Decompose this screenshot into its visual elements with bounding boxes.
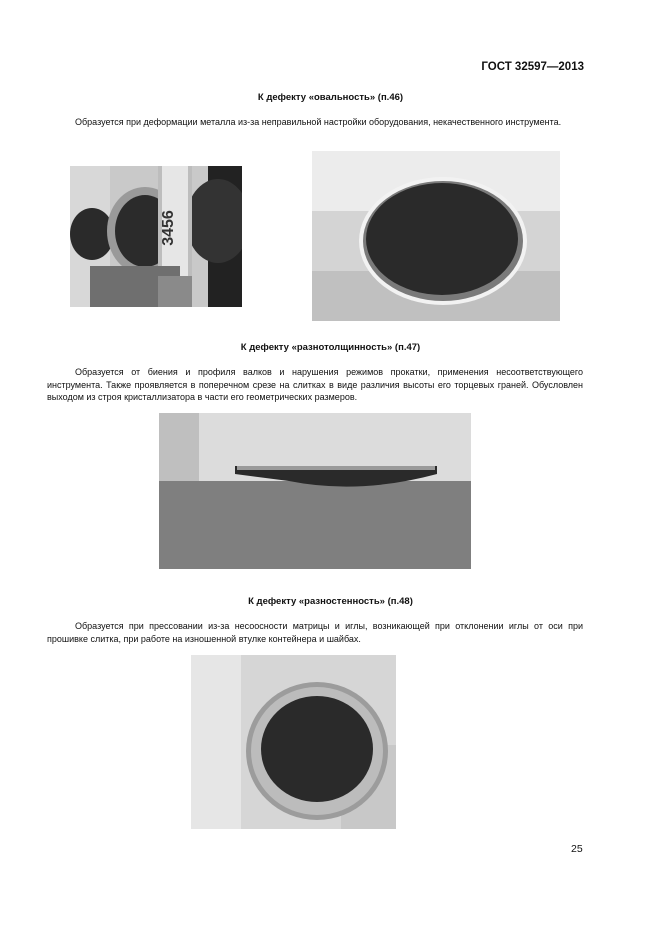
photo-wall-variation <box>191 655 396 829</box>
section-text-ovality <box>47 116 583 129</box>
section-text-thickness-variation <box>47 366 583 404</box>
section-text-ovality-content: Образуется при деформации металла из-за неправильной настройки оборудования, некачественного инструмента. <box>75 117 562 127</box>
section-text-wall-variation-content: Образуется при прессовании из-за несоосности матрицы и иглы, возникающей при отклонении иглы от оси при прошивке слитка, при работе на изношенной втулке контейнера и шайбах. <box>47 621 583 644</box>
tube-marking-label: 3456 <box>160 210 177 246</box>
section-title-wall-variation: К дефекту «разностенность» (п.48) <box>248 596 413 607</box>
section-title-thickness-variation: К дефекту «разнотолщинность» (п.47) <box>240 342 421 353</box>
section-title-ovality: К дефекту «овальность» (п.46) <box>257 92 404 103</box>
page-number: 25 <box>571 843 583 855</box>
section-text-wall-variation <box>47 620 583 645</box>
standard-code: ГОСТ 32597—2013 <box>481 61 584 73</box>
photo-thickness-variation <box>159 413 471 569</box>
section-text-thickness-variation-content: Образуется от биения и профиля валков и нарушения режимов прокатки, применения несоответствующего инструмента. Также проявляется в поперечном срезе на слитках в виде различия высоты его торцевых граней. Обусловлен выходом из строя кристаллизатора в части его геометрических размеров. <box>47 367 583 402</box>
photo-ovality-tubes <box>70 166 242 307</box>
photo-ovality-oval-section <box>312 151 560 321</box>
